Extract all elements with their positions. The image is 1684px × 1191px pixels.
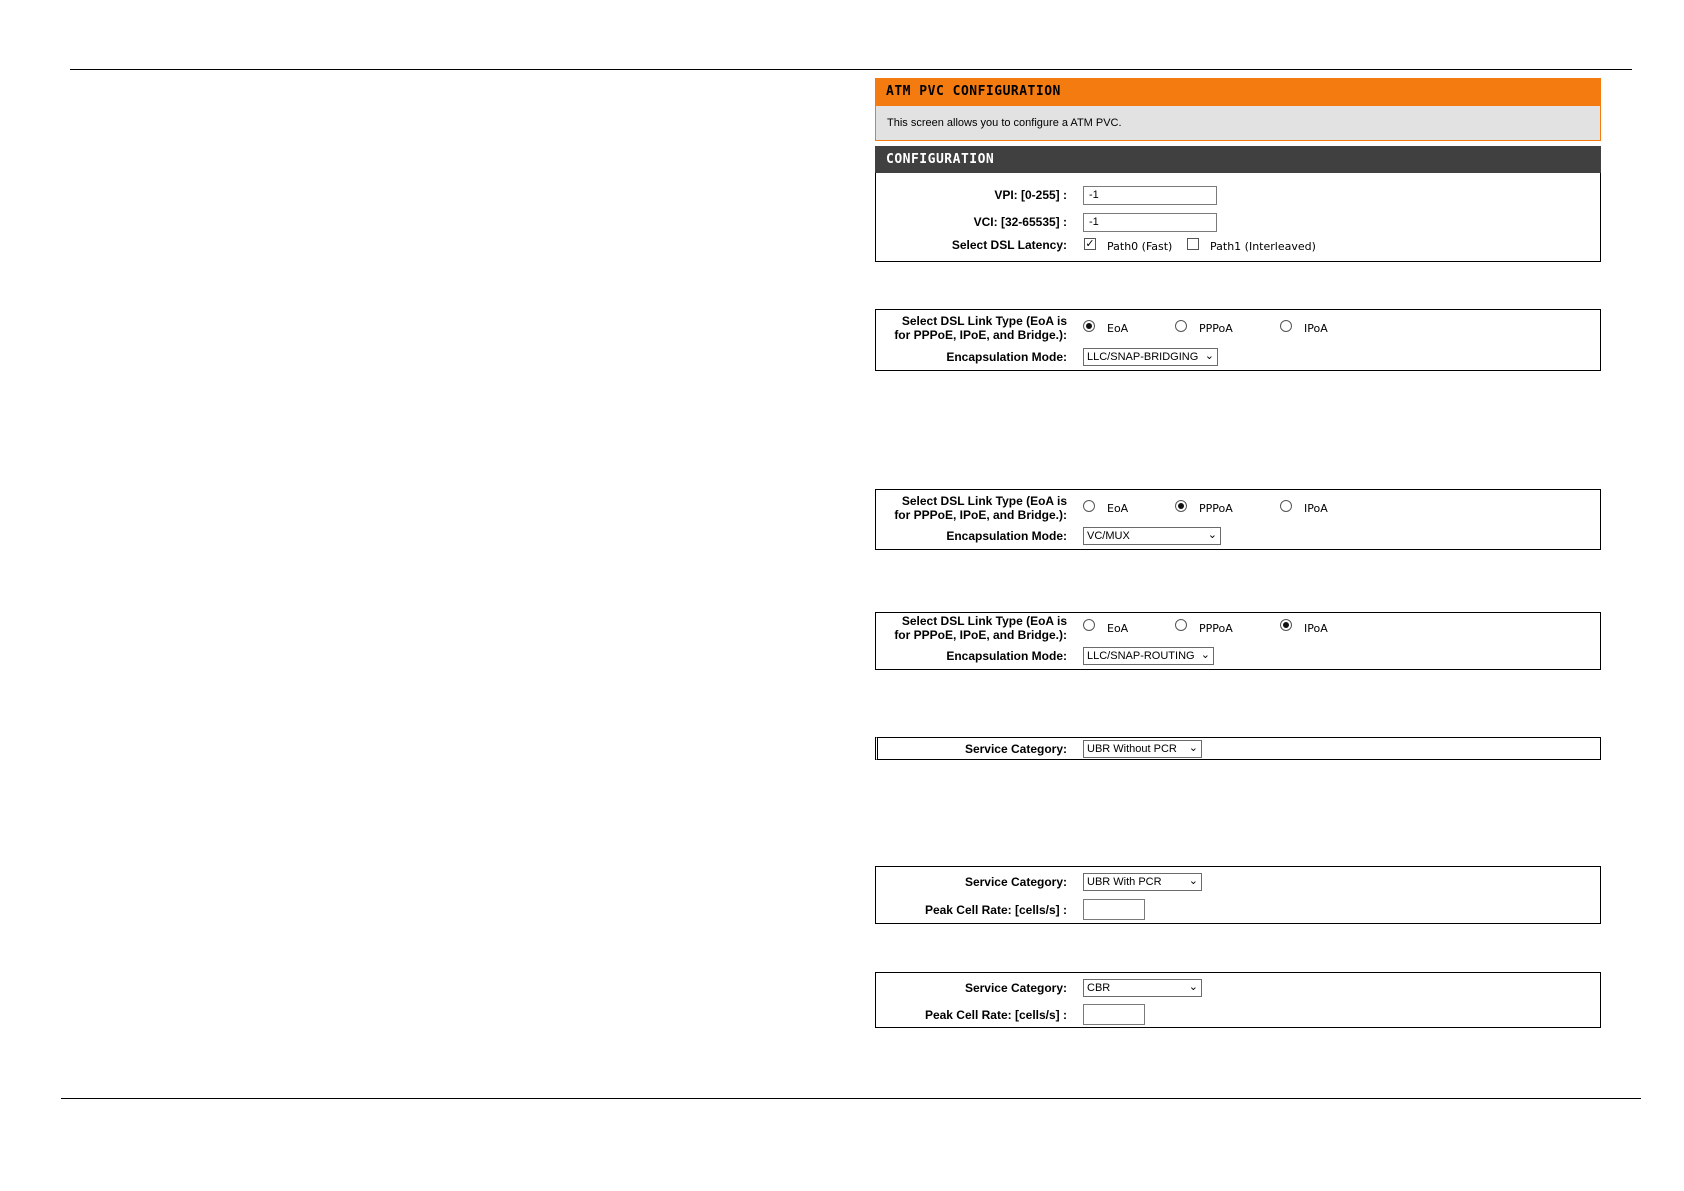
link-type-box-pppoa: [875, 489, 1601, 550]
peak-cell-rate-input[interactable]: [1083, 1004, 1145, 1025]
ipoa-label: IPoA: [1304, 502, 1328, 515]
pppoa-label: PPPoA: [1199, 502, 1233, 515]
pppoa-label: PPPoA: [1199, 322, 1233, 335]
pppoa-label: PPPoA: [1199, 622, 1233, 635]
ipoa-radio[interactable]: [1280, 500, 1292, 512]
encapsulation-value: LLC/SNAP-BRIDGING: [1087, 351, 1199, 363]
eoa-label: EoA: [1107, 622, 1129, 635]
link-type-label: [894, 314, 1067, 342]
atm-pvc-description: This screen allows you to configure a ATM PVC.: [875, 106, 1601, 141]
checkmark-icon: ✓: [1085, 237, 1095, 250]
path0-label: Path0 (Fast): [1107, 240, 1173, 253]
ipoa-radio[interactable]: [1280, 320, 1292, 332]
vpi-label: VPI: [0-255] :: [994, 188, 1067, 202]
eoa-radio[interactable]: [1083, 619, 1095, 631]
link-type-label-line2: for PPPoE, IPoE, and Bridge.):: [894, 508, 1067, 522]
link-type-label-line2: for PPPoE, IPoE, and Bridge.):: [894, 628, 1067, 642]
chevron-down-icon: ⌄: [1200, 649, 1210, 661]
service-category-label: Service Category:: [964, 875, 1067, 889]
service-category-value: UBR With PCR: [1087, 876, 1162, 888]
service-category-select[interactable]: [1083, 740, 1202, 758]
encapsulation-select[interactable]: [1083, 647, 1214, 665]
encapsulation-label: Encapsulation Mode:: [946, 529, 1067, 543]
link-type-label-line1: Select DSL Link Type (EoA is: [901, 614, 1067, 628]
chevron-down-icon: ⌄: [1204, 350, 1214, 362]
link-type-label: [894, 494, 1067, 522]
encapsulation-value: VC/MUX: [1087, 530, 1130, 542]
service-category-label: Service Category:: [964, 981, 1067, 995]
encapsulation-value: LLC/SNAP-ROUTING: [1087, 650, 1195, 662]
latency-row: [876, 236, 1600, 264]
top-rule: [70, 69, 1632, 70]
eoa-label: EoA: [1107, 322, 1129, 335]
bottom-rule: [61, 1098, 1641, 1099]
pppoa-radio[interactable]: [1175, 500, 1187, 512]
ipoa-label: IPoA: [1304, 322, 1328, 335]
latency-label: Select DSL Latency:: [951, 238, 1067, 252]
ipoa-radio[interactable]: [1280, 619, 1292, 631]
chevron-down-icon: ⌄: [1207, 529, 1217, 541]
configuration-box: [875, 173, 1601, 262]
service-category-value: CBR: [1087, 982, 1111, 994]
link-type-label-line1: Select DSL Link Type (EoA is: [901, 314, 1067, 328]
service-box-ubr-with-pcr: [875, 866, 1601, 924]
ipoa-label: IPoA: [1304, 622, 1328, 635]
encapsulation-label: Encapsulation Mode:: [946, 350, 1067, 364]
pppoa-radio[interactable]: [1175, 619, 1187, 631]
atm-pvc-title: ATM PVC CONFIGURATION: [875, 78, 1601, 106]
vpi-input[interactable]: -1: [1083, 186, 1217, 205]
service-category-select[interactable]: [1083, 979, 1202, 997]
path0-checkbox[interactable]: [1084, 238, 1096, 250]
link-type-label: [894, 614, 1067, 642]
chevron-down-icon: ⌄: [1188, 742, 1198, 754]
service-category-select[interactable]: [1083, 873, 1202, 891]
vpi-row: [876, 185, 1600, 213]
peak-cell-rate-label: Peak Cell Rate: [cells/s] :: [924, 903, 1067, 917]
encapsulation-label: Encapsulation Mode:: [946, 649, 1067, 663]
encapsulation-select[interactable]: [1083, 527, 1221, 545]
pppoa-radio[interactable]: [1175, 320, 1187, 332]
encapsulation-select[interactable]: [1083, 348, 1218, 366]
peak-cell-rate-label: Peak Cell Rate: [cells/s] :: [924, 1008, 1067, 1022]
link-type-label-line1: Select DSL Link Type (EoA is: [901, 494, 1067, 508]
service-category-label: Service Category:: [964, 742, 1067, 756]
vci-input[interactable]: -1: [1083, 213, 1217, 232]
eoa-radio[interactable]: [1083, 320, 1095, 332]
link-type-box-eoa: [875, 309, 1601, 371]
peak-cell-rate-input[interactable]: [1083, 899, 1145, 920]
eoa-radio[interactable]: [1083, 500, 1095, 512]
service-box-ubr-without-pcr: [875, 737, 1601, 760]
chevron-down-icon: ⌄: [1188, 875, 1198, 887]
path1-checkbox[interactable]: [1187, 238, 1199, 250]
service-box-cbr: [875, 972, 1601, 1028]
link-type-box-ipoa: [875, 612, 1601, 670]
atm-pvc-panel: [875, 78, 1601, 141]
eoa-label: EoA: [1107, 502, 1129, 515]
configuration-title: CONFIGURATION: [875, 146, 1601, 173]
chevron-down-icon: ⌄: [1188, 981, 1198, 993]
configuration-panel: [875, 146, 1601, 262]
service-category-value: UBR Without PCR: [1087, 743, 1177, 755]
link-type-label-line2: for PPPoE, IPoE, and Bridge.):: [894, 328, 1067, 342]
vci-label: VCI: [32-65535] :: [973, 215, 1067, 229]
path1-label: Path1 (Interleaved): [1210, 240, 1316, 253]
